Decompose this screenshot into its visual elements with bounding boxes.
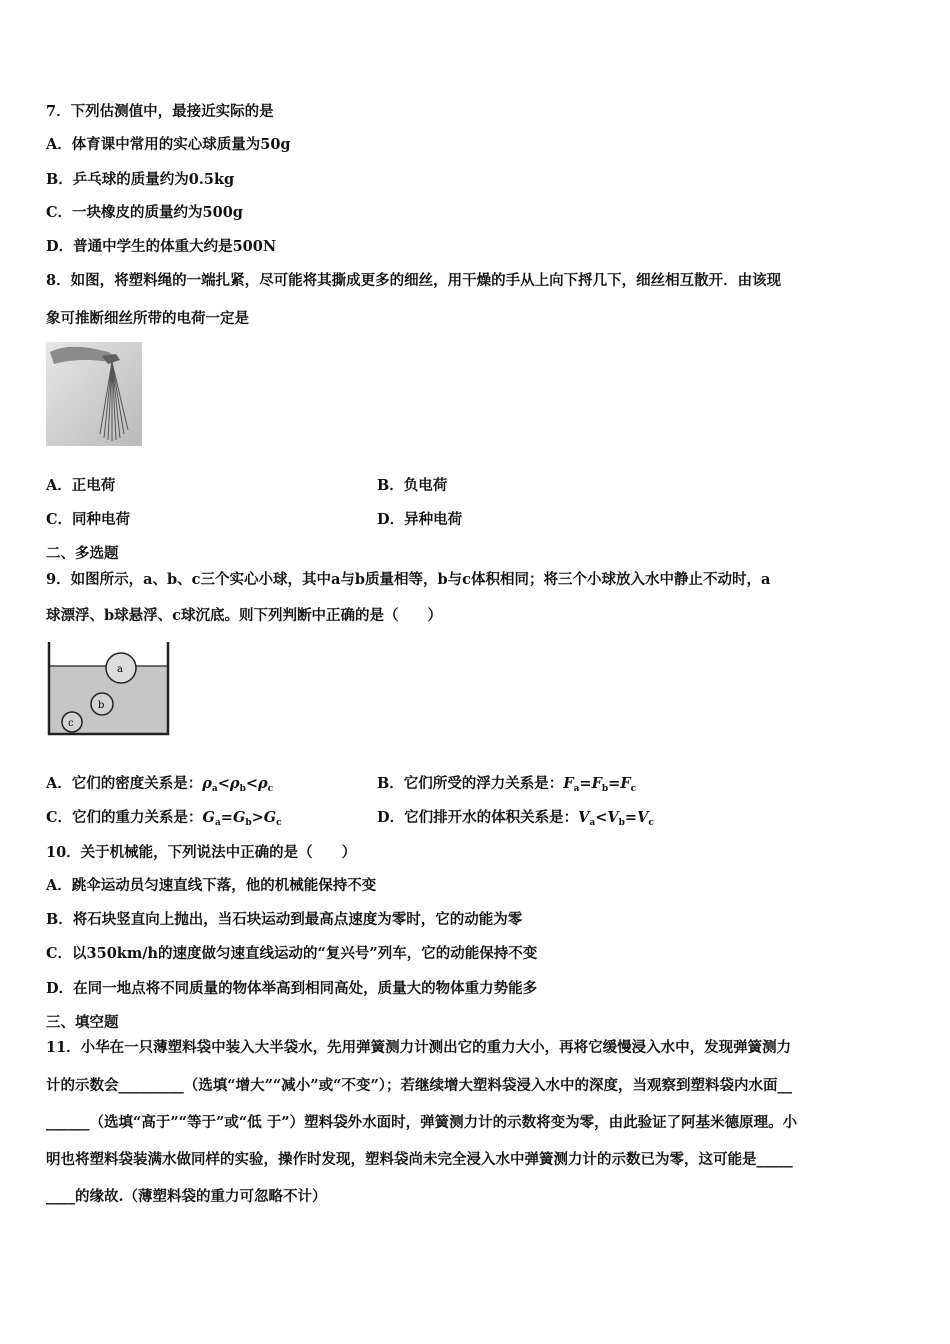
- G-symbol: G: [232, 809, 246, 826]
- q8-plastic-strand-figure: [46, 342, 142, 446]
- q9-option-d-prefix: D．它们排开水的体积关系是：: [377, 809, 579, 826]
- equals: =: [608, 775, 621, 792]
- sub-c: c: [648, 818, 654, 828]
- q11-line1: 11．小华在一只薄塑料袋中装入大半袋水，先用弹簧测力计测出它的重力大小，再将它缓慢浸入水中，发现弹簧测力: [46, 1039, 792, 1056]
- V-symbol: V: [607, 809, 619, 826]
- rho-symbol: ρ: [202, 775, 212, 792]
- q9-balls-in-water-figure: [46, 640, 172, 738]
- q10-option-b: B．将石块竖直向上抛出，当石块运动到最高点速度为零时，它的动能为零: [46, 911, 523, 928]
- sub-a: a: [214, 818, 221, 828]
- q10-option-c: C．以350km/h的速度做匀速直线运动的“复兴号”列车，它的动能保持不变: [46, 945, 538, 962]
- q9-option-a: [46, 774, 273, 799]
- q11-line2: 计的示数会_________（选填“增大”“减小”或“不变”）；若继续增大塑料袋浸入水中的深度，当观察到塑料袋内水面__: [46, 1077, 793, 1094]
- q9-option-a-prefix: A．它们的密度关系是：: [46, 775, 203, 792]
- sub-a: a: [211, 784, 218, 794]
- G-symbol: G: [263, 809, 277, 826]
- q7-option-d: D．普通中学生的体重大约是500N: [46, 238, 277, 255]
- q7-option-c: C．一块橡皮的质量约为500g: [46, 204, 243, 221]
- F-symbol: F: [563, 775, 574, 792]
- q8-option-a: A．正电荷: [46, 477, 116, 494]
- q9-stem-line1: 9．如图所示，a、b、c三个实心小球，其中a与b质量相等，b与c体积相同；将三个小球放入水中静止不动时，a: [46, 571, 771, 588]
- sub-a: a: [589, 818, 596, 828]
- equals: =: [579, 775, 592, 792]
- sub-c: c: [267, 784, 274, 794]
- sub-b: b: [601, 784, 609, 794]
- q7-stem: 7．下列估测值中，最接近实际的是: [46, 103, 274, 120]
- q9-option-b-prefix: B．它们所受的浮力关系是：: [377, 775, 564, 792]
- V-symbol: V: [578, 809, 590, 826]
- q7-option-b: B．乒乓球的质量约为0.5kg: [46, 171, 235, 188]
- G-symbol: G: [202, 809, 215, 826]
- q10-stem: 10．关于机械能，下列说法中正确的是（ ）: [46, 844, 357, 861]
- rho-symbol: ρ: [229, 775, 240, 792]
- ball-c-label: c: [68, 718, 74, 729]
- q9-stem-line2: 球漂浮、b球悬浮、c球沉底。则下列判断中正确的是（ ）: [46, 607, 442, 624]
- q8-stem-line1: 8．如图，将塑料绳的一端扎紧，尽可能将其撕成更多的细丝，用干燥的手从上向下捋几下，细丝相互散开．由该现: [46, 272, 782, 289]
- F-symbol: F: [620, 775, 631, 792]
- q10-option-d: D．在同一地点将不同质量的物体举高到相同高处，质量大的物体重力势能多: [46, 980, 538, 997]
- q11-line3: ______（选填“高于”“等于”或“低 于”）塑料袋外水面时，弹簧测力计的示数将变为零，由此验证了阿基米德原理。小: [46, 1114, 798, 1131]
- V-symbol: V: [637, 809, 649, 826]
- q9-option-b: [377, 774, 636, 799]
- q9-option-c-prefix: C．它们的重力关系是：: [46, 809, 203, 826]
- less-than: <: [217, 775, 230, 792]
- sub-b: b: [245, 818, 252, 828]
- q7-option-a: A．体育课中常用的实心球质量为50g: [46, 136, 291, 153]
- sub-b: b: [239, 784, 246, 794]
- q10-option-a: A．跳伞运动员匀速直线下落，他的机械能保持不变: [46, 877, 377, 894]
- less-than: <: [595, 809, 608, 826]
- section-heading-multi-choice: 二、多选题: [46, 545, 119, 562]
- q8-option-c: C．同种电荷: [46, 511, 131, 528]
- sub-c: c: [276, 818, 282, 828]
- sub-a: a: [573, 784, 580, 794]
- q8-option-d: D．异种电荷: [377, 511, 463, 528]
- rho-symbol: ρ: [258, 775, 268, 792]
- ball-a-label: a: [117, 664, 123, 675]
- equals: =: [220, 809, 233, 826]
- less-than: <: [245, 775, 259, 792]
- q8-stem-line2: 象可推断细丝所带的电荷一定是: [46, 310, 249, 327]
- q11-line5: ____的缘故.（薄塑料袋的重力可忽略不计）: [46, 1188, 327, 1205]
- ball-b-label: b: [98, 700, 105, 711]
- q11-line4: 明也将塑料袋装满水做同样的实验，操作时发现，塑料袋尚未完全浸入水中弹簧测力计的示数已为零，这可能是_____: [46, 1151, 793, 1168]
- section-heading-fill-blank: 三、填空题: [46, 1014, 119, 1031]
- sub-c: c: [630, 784, 637, 794]
- sub-b: b: [618, 818, 625, 828]
- q9-option-c: [46, 808, 282, 833]
- equals: =: [624, 809, 638, 826]
- q9-option-d: [377, 808, 654, 833]
- F-symbol: F: [591, 775, 602, 792]
- greater-than: >: [251, 809, 264, 826]
- q8-option-b: B．负电荷: [377, 477, 448, 494]
